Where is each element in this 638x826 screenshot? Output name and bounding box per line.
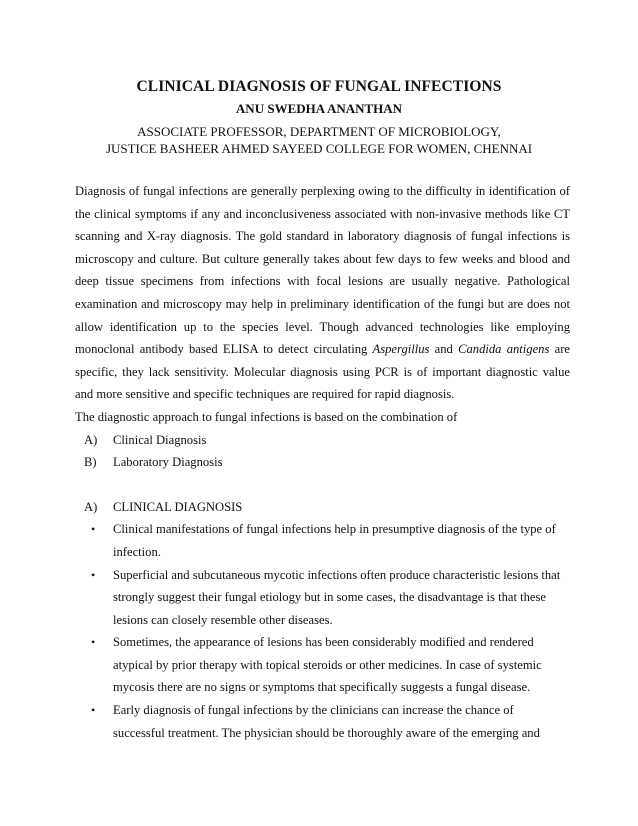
bullet-list (75, 518, 570, 744)
list-item-text: Laboratory Diagnosis (113, 455, 223, 470)
list-item (75, 451, 570, 474)
bullet-icon: • (91, 703, 96, 718)
paper-title: CLINICAL DIAGNOSIS OF FUNGAL INFECTIONS (136, 78, 502, 95)
bullet-text: Clinical manifestations of fungal infections help in presumptive diagnosis of the type of infection. (113, 522, 556, 559)
list-item (75, 429, 570, 452)
list-marker: B) (84, 455, 97, 470)
intro-italic-candida: Candida antigens (458, 342, 550, 357)
section-heading-list (75, 496, 570, 519)
bullet-text: Sometimes, the appearance of lesions has been considerably modified and rendered atypical by prior therapy with topical steroids or other medicines. In case of systemic mycosis there are no signs or symptoms that specifically suggests a fungal disease. (113, 635, 542, 695)
affiliation-line-1: ASSOCIATE PROFESSOR, DEPARTMENT OF MICROBIOLOGY, (137, 124, 501, 139)
section-marker: A) (84, 499, 98, 514)
intro-paragraph (75, 180, 570, 406)
author-name: ANU SWEDHA ANANTHAN (235, 101, 403, 116)
list-marker: A) (84, 432, 98, 447)
approach-list (75, 429, 570, 474)
intro-text-1: Diagnosis of fungal infections are generally perplexing owing to the difficulty in identification of the clinical symptoms if any and inconclusiveness associated with non-invasive methods like CT scanning and X-ray diagnosis. The gold standard in laboratory diagnosis of fungal infections is microscopy and culture. But culture generally takes about few days to few weeks and blood and deep tissue specimens from infections with focal lesions are usually negative. Pathological examination and microscopy may help in preliminary identification of the fungi but are does not allow identification up to the species level. Though advanced technologies like employing monoclonal antibody based ELISA to detect circulating (75, 184, 570, 357)
affiliation-line-2: JUSTICE BASHEER AHMED SAYEED COLLEGE FOR WOMEN, CHENNAI (105, 141, 533, 156)
section-heading (75, 496, 570, 519)
intro-text-3: are specific, they lack sensitivity. Molecular diagnosis using PCR is of important diagnostic value and more sensitive and specific techniques are required for rapid diagnosis. (75, 342, 570, 402)
bullet-item (75, 631, 570, 699)
bullet-text: Superficial and subcutaneous mycotic infections often produce characteristic lesions that strongly suggest their fungal etiology but in some cases, the disadvantage is that these lesions can closely resemble other diseases. (113, 567, 561, 627)
list-item-text: Clinical Diagnosis (113, 432, 207, 447)
section-heading-text: CLINICAL DIAGNOSIS (113, 499, 243, 514)
intro-text-2: and (429, 342, 459, 357)
bullet-icon: • (91, 635, 96, 650)
spacer (75, 474, 570, 496)
body-text (75, 180, 570, 744)
intro-italic-aspergillus: Aspergillus (372, 342, 430, 357)
bullet-item (75, 518, 570, 563)
bullet-text: Early diagnosis of fungal infections by the clinicians can increase the chance of successful treatment. The physician should be thoroughly aware of the emerging and (113, 703, 540, 740)
bullet-icon: • (91, 567, 96, 582)
bullet-item (75, 564, 570, 632)
approach-lead: The diagnostic approach to fungal infections is based on the combination of (75, 409, 458, 424)
bullet-item (75, 699, 570, 744)
bullet-icon: • (91, 522, 96, 537)
